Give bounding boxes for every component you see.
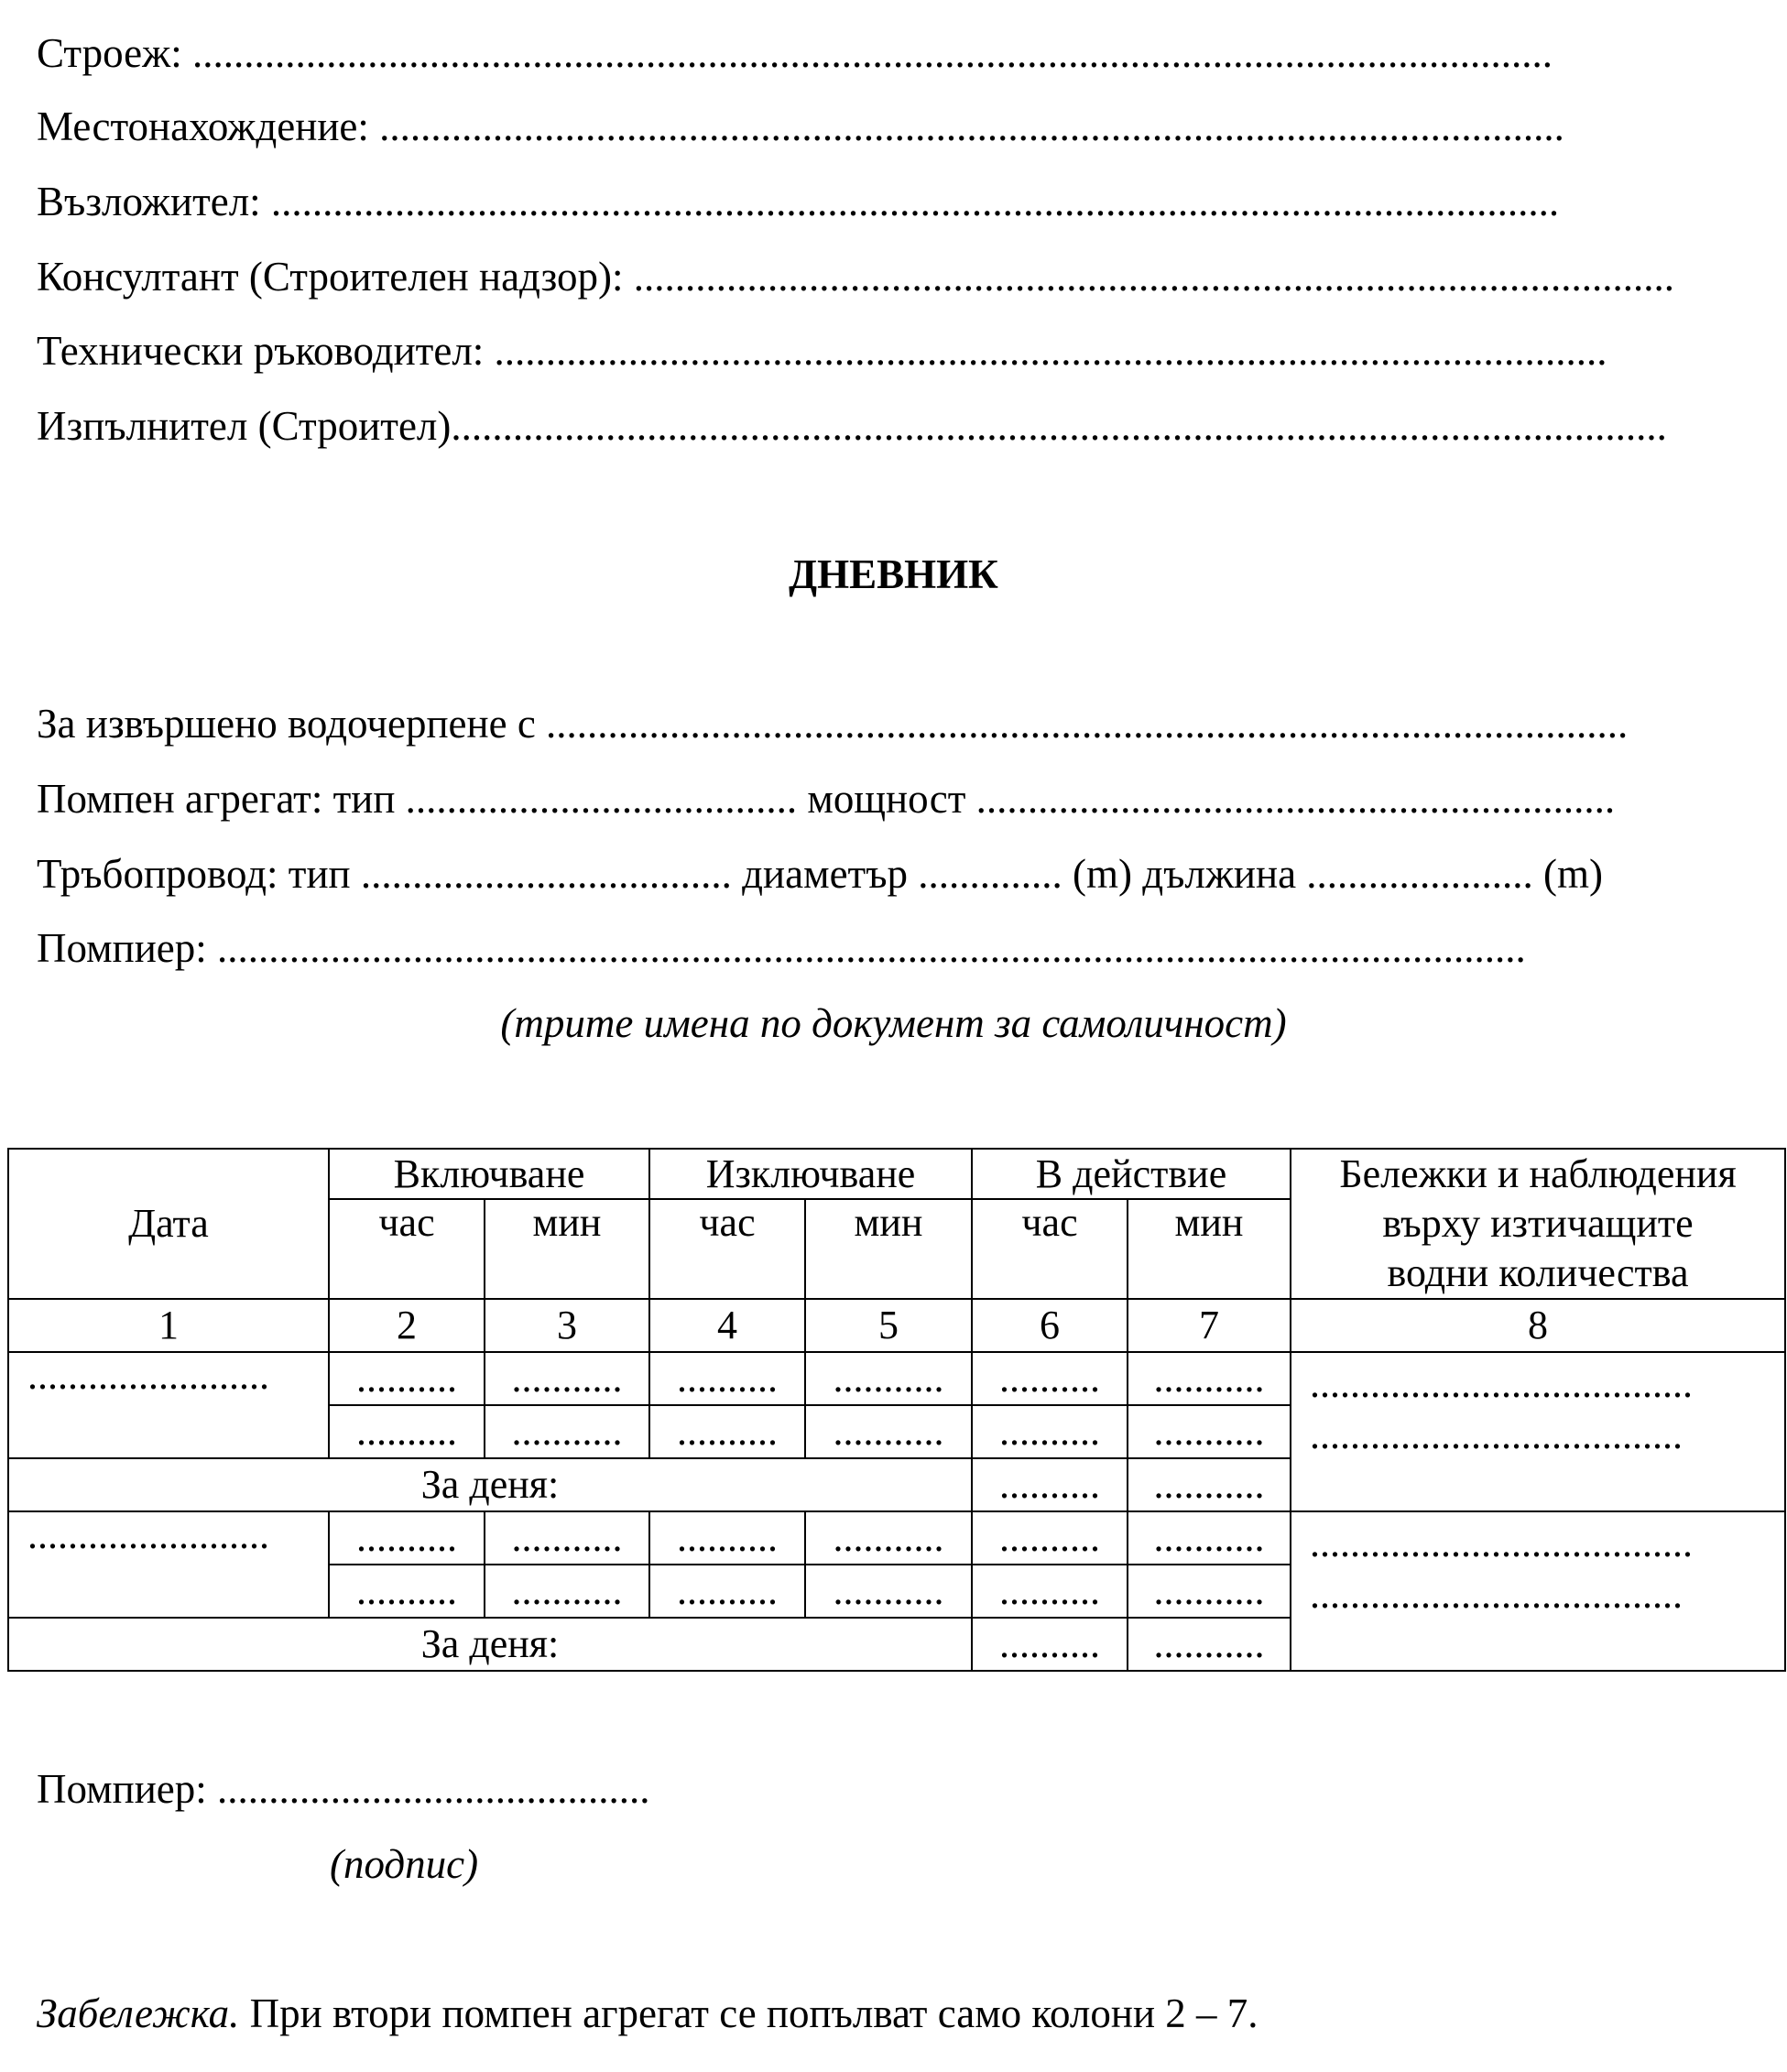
col-number-5: 5	[805, 1299, 972, 1352]
log-table	[7, 1148, 1786, 1672]
table-cell[interactable]: ..........	[649, 1565, 805, 1618]
notes-dots-line: ......................................	[1310, 1521, 1694, 1565]
table-cell[interactable]: ..........	[649, 1352, 805, 1405]
signature-note: (подпис)	[330, 1841, 479, 1887]
col-number-3: 3	[485, 1299, 649, 1352]
table-cell[interactable]: ..........	[329, 1565, 485, 1618]
field-consultant-label: Консултант (Строителен надзор):	[37, 254, 634, 300]
header-notes-line-1: Бележки и наблюдения	[1339, 1151, 1737, 1196]
header-switch-off: Изключване	[649, 1149, 972, 1199]
per-day-label: За деня:	[8, 1618, 972, 1671]
table-cell[interactable]: ..........	[649, 1511, 805, 1565]
water-pumping-line[interactable]: За извършено водочерпене с .........................................................................................................	[37, 701, 1629, 747]
field-contractor-label: Изпълнител (Строител)	[37, 403, 452, 449]
notes-dots-line: ......................................	[1310, 1361, 1694, 1406]
header-on-min: мин	[485, 1199, 649, 1299]
col-number-8: 8	[1291, 1299, 1785, 1352]
table-cell[interactable]: ..........	[972, 1565, 1128, 1618]
table-cell[interactable]: ...........	[1128, 1405, 1291, 1458]
table-cell[interactable]: ..........	[329, 1352, 485, 1405]
table-cell[interactable]: ..........	[972, 1405, 1128, 1458]
field-location-dots[interactable]: ...................................................................................................................	[379, 104, 1564, 149]
field-consultant	[37, 249, 1763, 304]
footnote	[37, 1986, 1763, 2041]
date-cell[interactable]: ........................	[8, 1511, 329, 1618]
field-technical-manager-dots[interactable]: ............................................................................................................	[494, 328, 1607, 374]
table-cell[interactable]: ..........	[329, 1511, 485, 1565]
notes-cell[interactable]	[1291, 1511, 1785, 1671]
header-running: В действие	[972, 1149, 1291, 1199]
table-cell[interactable]: ..........	[972, 1511, 1128, 1565]
field-contractor	[37, 398, 1763, 453]
table-cell[interactable]: ...........	[805, 1565, 972, 1618]
header-notes-line-3: водни количества	[1387, 1250, 1689, 1295]
footnote-label: Забележка.	[37, 1990, 240, 2036]
table-cell[interactable]: ...........	[485, 1511, 649, 1565]
table-cell[interactable]: ...........	[1128, 1352, 1291, 1405]
per-day-min[interactable]: ...........	[1128, 1458, 1291, 1511]
per-day-min[interactable]: ...........	[1128, 1618, 1291, 1671]
table-cell[interactable]: ..........	[649, 1405, 805, 1458]
field-client	[37, 174, 1763, 229]
field-construction	[37, 26, 1763, 81]
table-cell[interactable]: ..........	[972, 1352, 1128, 1405]
col-number-2: 2	[329, 1299, 485, 1352]
header-notes-line-2: върху изтичащите	[1382, 1201, 1694, 1246]
pump-operator-line[interactable]: Помпиер: ...............................................................................................................................	[37, 925, 1526, 971]
col-number-7: 7	[1128, 1299, 1291, 1352]
footnote-text: При втори помпен агрегат се попълват само колони 2 – 7.	[239, 1990, 1259, 2036]
header-date: Дата	[8, 1149, 329, 1299]
header-running-hour: час	[972, 1199, 1128, 1299]
per-day-hour[interactable]: ..........	[972, 1618, 1128, 1671]
table-cell[interactable]: ...........	[805, 1352, 972, 1405]
notes-dots-line: .....................................	[1310, 1412, 1683, 1457]
header-off-min: мин	[805, 1199, 972, 1299]
field-location	[37, 99, 1763, 154]
per-day-label: За деня:	[8, 1458, 972, 1511]
table-cell[interactable]: ...........	[805, 1511, 972, 1565]
table-cell[interactable]: ...........	[1128, 1511, 1291, 1565]
page-title: ДНЕВНИК	[789, 551, 998, 597]
notes-dots-line: .....................................	[1310, 1572, 1683, 1617]
table-cell[interactable]: ..........	[329, 1405, 485, 1458]
field-location-label: Местонахождение:	[37, 104, 380, 149]
pump-unit-line[interactable]: Помпен агрегат: тип ...................................... мощност ..............................................................	[37, 776, 1616, 822]
pipeline-line[interactable]: Тръбопровод: тип .................................... диаметър .............. (m) дължина ...................... (m)	[37, 851, 1604, 897]
header-notes	[1291, 1149, 1785, 1299]
field-client-label: Възложител:	[37, 179, 271, 224]
col-number-1: 1	[8, 1299, 329, 1352]
field-contractor-dots[interactable]: ......................................................................................................................	[451, 403, 1667, 449]
table-cell[interactable]: ...........	[485, 1405, 649, 1458]
field-consultant-dots[interactable]: .....................................................................................................	[633, 254, 1675, 300]
table-cell[interactable]: ...........	[485, 1352, 649, 1405]
field-construction-label: Строеж:	[37, 30, 193, 76]
per-day-hour[interactable]: ..........	[972, 1458, 1128, 1511]
signature-line[interactable]: Помпиер: ..........................................	[37, 1766, 650, 1812]
date-cell[interactable]: ........................	[8, 1352, 329, 1458]
field-technical-manager-label: Технически ръководител:	[37, 328, 495, 374]
col-number-6: 6	[972, 1299, 1128, 1352]
id-note: (трите имена по документ за самоличност)	[500, 1000, 1287, 1046]
header-off-hour: час	[649, 1199, 805, 1299]
notes-cell[interactable]	[1291, 1352, 1785, 1511]
col-number-4: 4	[649, 1299, 805, 1352]
field-technical-manager	[37, 323, 1763, 378]
field-client-dots[interactable]: .............................................................................................................................	[270, 179, 1560, 224]
header-switch-on: Включване	[329, 1149, 649, 1199]
table-cell[interactable]: ...........	[1128, 1565, 1291, 1618]
field-construction-dots[interactable]: ....................................................................................................................................	[192, 30, 1553, 76]
header-on-hour: час	[329, 1199, 485, 1299]
header-running-min: мин	[1128, 1199, 1291, 1299]
table-cell[interactable]: ...........	[485, 1565, 649, 1618]
table-cell[interactable]: ...........	[805, 1405, 972, 1458]
